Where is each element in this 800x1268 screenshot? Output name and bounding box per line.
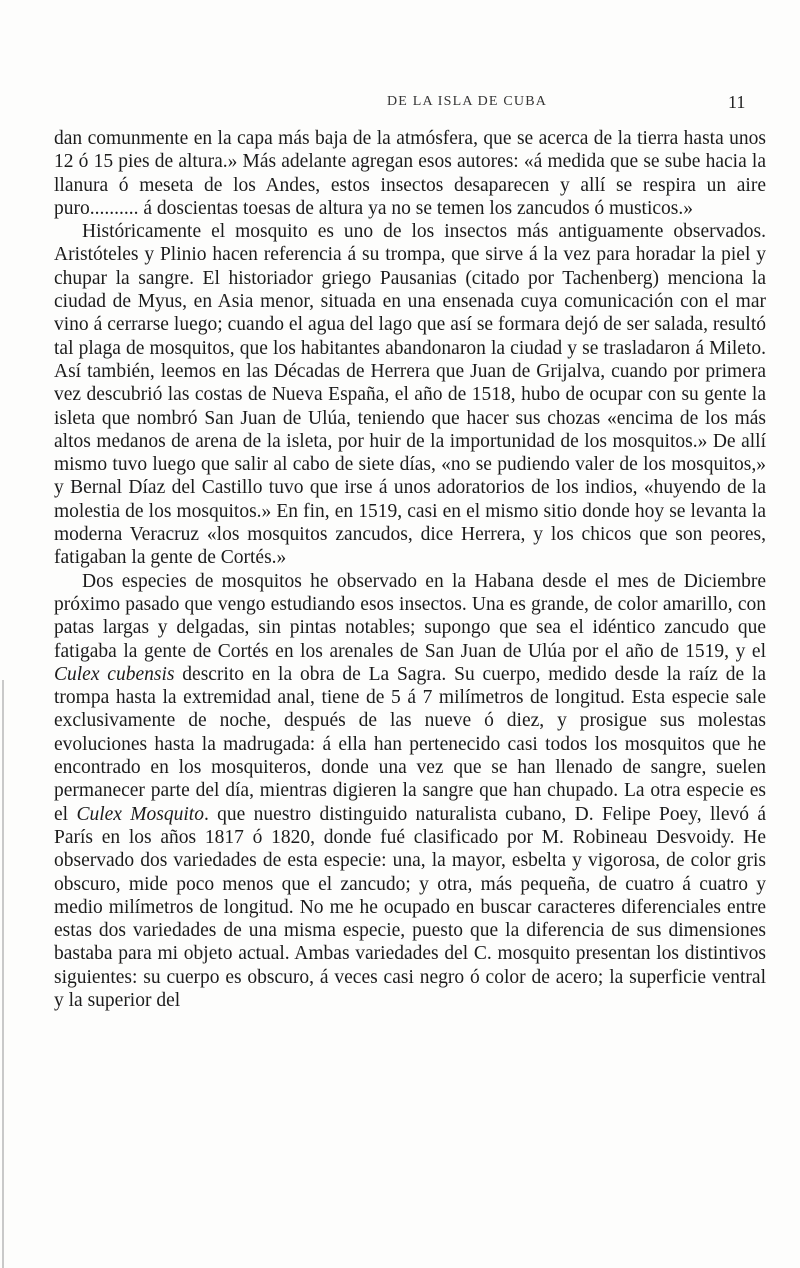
species-name-culex-cubensis: Culex cubensis bbox=[54, 663, 175, 685]
binding-shadow bbox=[2, 680, 4, 1268]
paragraph-1: dan comunmente en la capa más baja de la atmósfera, que se acerca de la tierra hasta unos 12 ó 15 pies de altura.» Más adelante agregan esos autores: «á medida que se sube hacia la llanura ó meseta de los Andes, estos insectos desaparecen y allí se respira un aire puro.......... á doscientas toesas de altura ya no se temen los zancudos ó musticos.» bbox=[54, 128, 766, 219]
running-head bbox=[0, 94, 800, 114]
page-number: 11 bbox=[728, 92, 746, 112]
paragraph-3-text-a: Dos especies de mosquitos he observado en la Habana desde el mes de Diciembre próximo pasado que vengo estudiando esos insectos. Una es grande, de color amarillo, con patas largas y delgadas, sin pintas notables; supongo que sea el idéntico zancudo que fatigaba la gente de Cortés en los arenales de San Juan de Ulúa por el año de 1519, y el bbox=[54, 570, 766, 662]
paragraph-3-text-c: . que nuestro distinguido naturalista cubano, D. Felipe Poey, llevó á París en los años 1817 ó 1820, donde fué clasificado por M. Robineau Desvoidy. He observado dos variedades de esta especie: una, la mayor, esbelta y vigorosa, de color gris obscuro, mide poco menos que el zancudo; y otra, más pequeña, de cuatro á cuatro y medio milímetros de longitud. No me he ocupado en buscar caracteres diferenciales entre estas dos variedades de una misma especie, puesto que la diferencia de sus dimensiones bastaba para mi objeto actual. Ambas variedades del C. mosquito presentan los distintivos siguientes: su cuerpo es obscuro, á veces casi negro ó color de acero; la superficie ventral y la superior del bbox=[54, 803, 767, 1011]
species-name-culex-mosquito: Culex Mosquito bbox=[76, 803, 204, 825]
body-text bbox=[54, 127, 766, 1012]
paragraph-3 bbox=[54, 570, 766, 1013]
running-title: DE LA ISLA DE CUBA bbox=[387, 94, 548, 109]
paragraph-3-text-b: descrito en la obra de La Sagra. Su cuerpo, medido desde la raíz de la trompa hasta la extremidad anal, tiene de 5 á 7 milímetros de longitud. Esta especie sale exclusivamente de noche, después de las nueve ó diez, y prosigue sus molestas evoluciones hasta la madrugada: á ella han pertenecido casi todos los mosquitos que he encontrado en los mosquiteros, donde una vez que se han llenado de sangre, suelen permanecer parte del día, mientras digieren la sangre que han chupado. La otra especie es el bbox=[54, 663, 766, 825]
paragraph-2: Históricamente el mosquito es uno de los insectos más antiguamente observados. Aristóteles y Plinio hacen referencia á su trompa, que sirve á la vez para horadar la piel y chupar la sangre. El historiador griego Pausanias (citado por Tachenberg) menciona la ciudad de Myus, en Asia menor, situada en una ensenada cuya comunicación con el mar vino á cerrarse luego; cuando el agua del lago que así se formara dejó de ser salada, resultó tal plaga de mosquitos, que los habitantes abandonaron la ciudad y se trasladaron á Mileto. Así también, leemos en las Décadas de Herrera que Juan de Grijalva, cuando por primera vez descubrió las costas de Nueva España, el año de 1518, hubo de ocupar con su gente la isleta que nombró San Juan de Ulúa, teniendo que hacer sus chozas «encima de los más altos medanos de arena de la isleta, por huir de la importunidad de los mosquitos.» De allí mismo tuvo luego que salir al cabo de siete días, «no se pudiendo valer de los mosquitos,» y Bernal Díaz del Castillo tuvo que irse á unos adoratorios de los indios, «huyendo de la molestia de los mosquitos.» En fin, en 1519, casi en el mismo sitio donde hoy se levanta la moderna Veracruz «los mosquitos zancudos, dice Herrera, y los chicos que son peores, fatigaban la gente de Cortés.» bbox=[54, 221, 766, 569]
